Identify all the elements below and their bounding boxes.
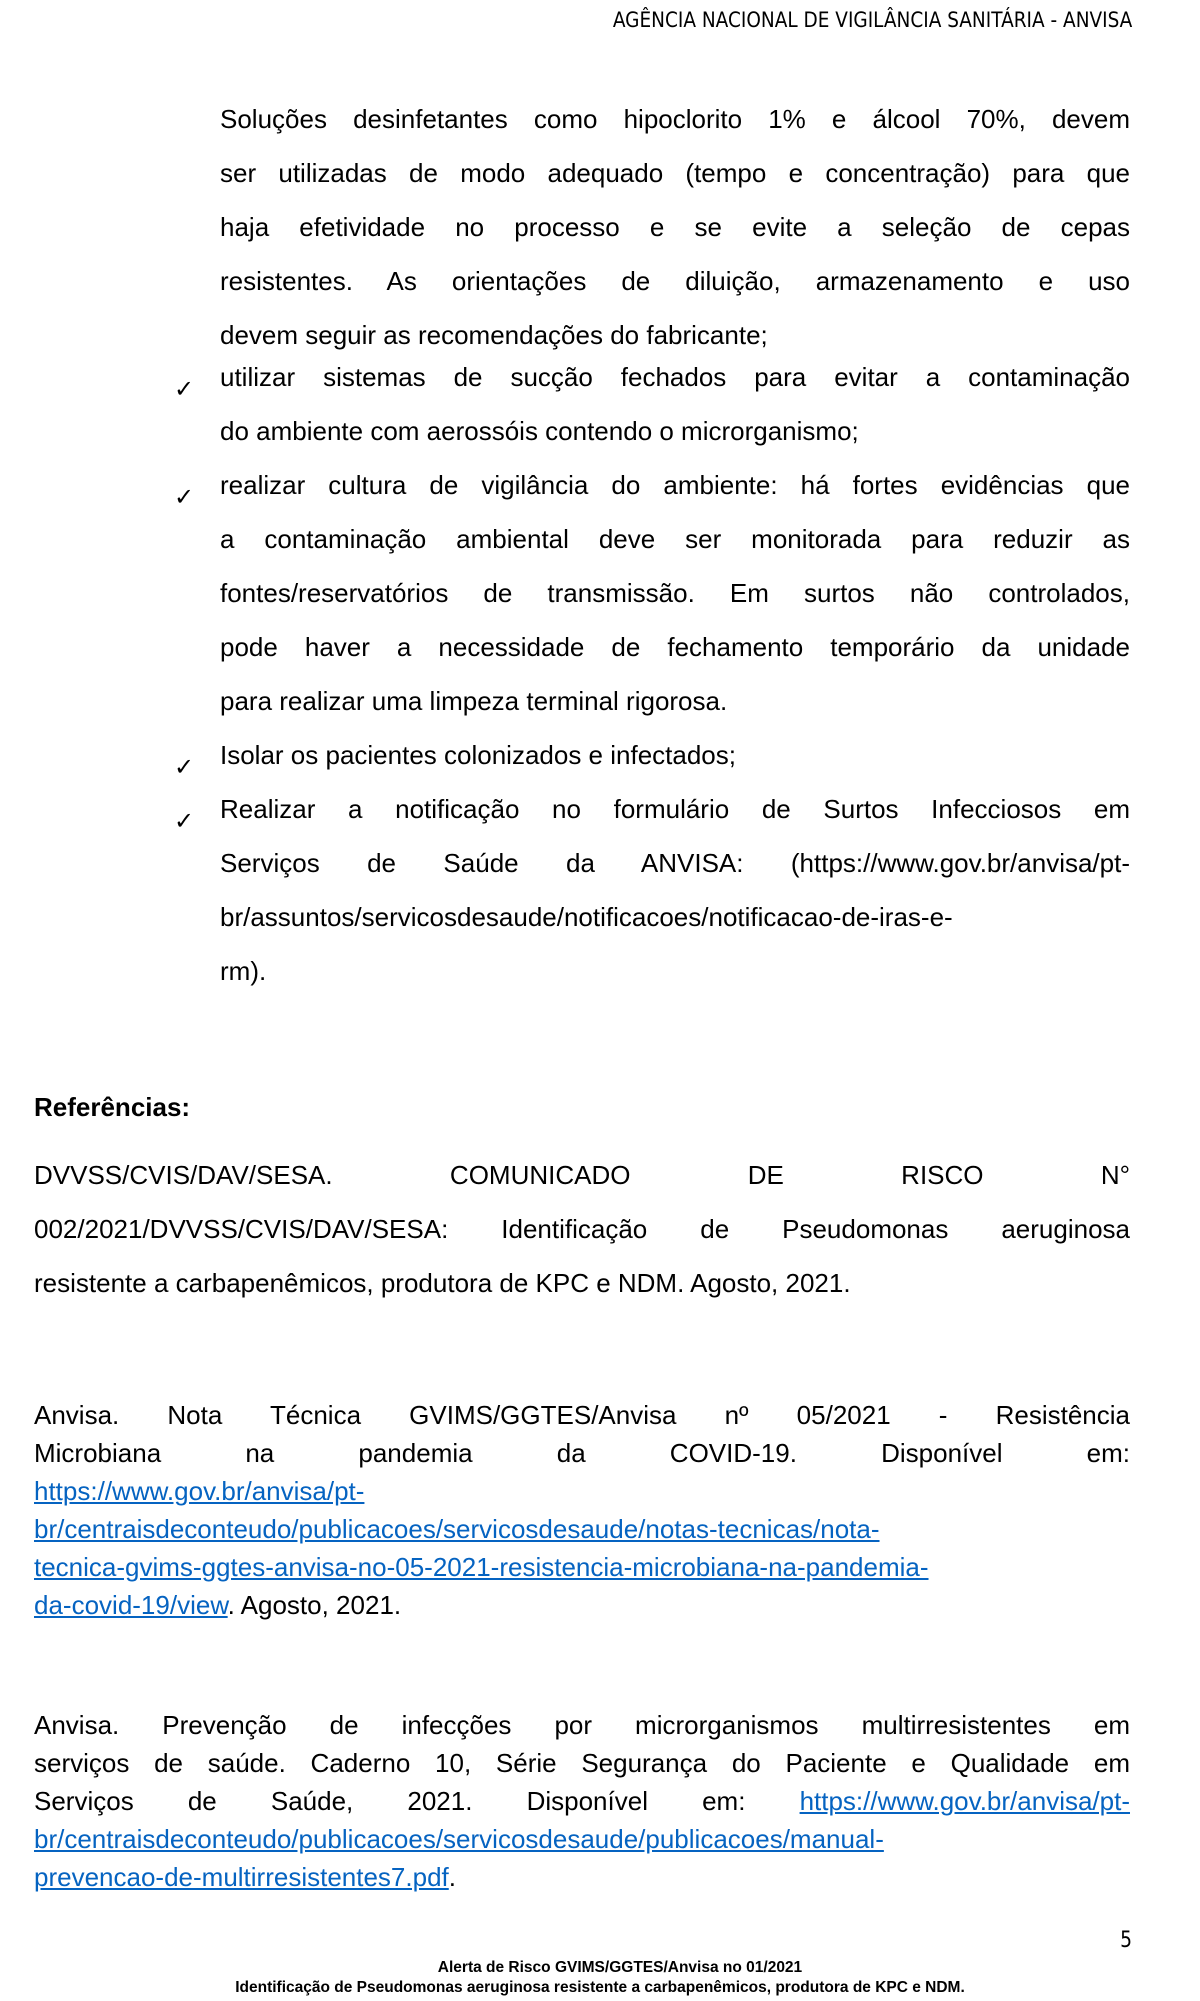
list-item — [170, 470, 1130, 740]
references-heading: Referências: — [34, 1092, 191, 1122]
list-item-line: utilizar sistemas de sucção fechados para evitar a contaminação — [220, 362, 1130, 392]
reference-suffix: . Agosto, 2021. — [227, 1590, 402, 1620]
footer-line: Alerta de Risco GVIMS/GGTES/Anvisa no 01/2021 — [437, 1959, 803, 1976]
reference-item — [34, 1148, 1130, 1310]
reference-line: Microbiana na pandemia da COVID-19. Disponível em: — [34, 1438, 1130, 1468]
recommendation-list — [170, 362, 1130, 1010]
reference-suffix: . — [448, 1862, 456, 1892]
reference-link[interactable]: br/centraisdeconteudo/publicacoes/servicosdesaude/notas-tecnicas/nota- — [34, 1514, 880, 1544]
list-item-line: realizar cultura de vigilância do ambiente: há fortes evidências que — [220, 470, 1130, 500]
reference-link-line — [34, 1472, 1130, 1510]
list-item-line: pode haver a necessidade de fechamento temporário da unidade — [220, 632, 1130, 662]
reference-link-line — [34, 1820, 1130, 1858]
list-item-line: do ambiente com aerossóis contendo o microrganismo; — [220, 416, 859, 446]
list-item-line: Isolar os pacientes colonizados e infectados; — [220, 740, 736, 770]
checkmark-icon: ✓ — [174, 807, 195, 835]
continuation-paragraph — [220, 92, 1130, 362]
reference-link[interactable]: prevencao-de-multirresistentes7.pdf — [34, 1862, 449, 1892]
page-number: 5 — [1120, 1928, 1132, 1953]
reference-link-line — [34, 1586, 1130, 1624]
reference-line: serviços de saúde. Caderno 10, Série Segurança do Paciente e Qualidade em — [34, 1748, 1130, 1778]
reference-line: DVVSS/CVIS/DAV/SESA. COMUNICADO DE RISCO N° — [34, 1160, 1130, 1190]
agency-header: AGÊNCIA NACIONAL DE VIGILÂNCIA SANITÁRIA - ANVISA — [612, 8, 1132, 32]
list-item-line: Realizar a notificação no formulário de Surtos Infecciosos em — [220, 794, 1130, 824]
list-item-line: br/assuntos/servicosdesaude/notificacoes/notificacao-de-iras-e- — [220, 902, 953, 932]
reference-link-line — [34, 1548, 1130, 1586]
list-item — [170, 740, 1130, 794]
reference-item — [34, 1706, 1130, 1896]
paragraph-line: Soluções desinfetantes como hipoclorito 1% e álcool 70%, devem — [220, 104, 1130, 134]
reference-line: Anvisa. Prevenção de infecções por microrganismos multirresistentes em — [34, 1710, 1130, 1740]
checkmark-icon: ✓ — [174, 483, 195, 511]
reference-line: resistente a carbapenêmicos, produtora de KPC e NDM. Agosto, 2021. — [34, 1268, 851, 1298]
reference-line: 002/2021/DVVSS/CVIS/DAV/SESA: Identificação de Pseudomonas aeruginosa — [34, 1214, 1130, 1244]
checkmark-icon: ✓ — [174, 375, 195, 403]
list-item-line: Serviços de Saúde da ANVISA: (https://www.gov.br/anvisa/pt- — [220, 848, 1130, 878]
list-item — [170, 794, 1130, 1010]
paragraph-line: haja efetividade no processo e se evite a seleção de cepas — [220, 212, 1130, 242]
list-item — [170, 362, 1130, 470]
page-footer — [0, 1958, 1200, 1998]
reference-text: Serviços de Saúde, 2021. Disponível em: — [34, 1786, 800, 1816]
reference-link[interactable]: br/centraisdeconteudo/publicacoes/servicosdesaude/publicacoes/manual- — [34, 1824, 884, 1854]
reference-item — [34, 1396, 1130, 1624]
reference-line: Anvisa. Nota Técnica GVIMS/GGTES/Anvisa nº 05/2021 - Resistência — [34, 1400, 1130, 1430]
list-item-line: fontes/reservatórios de transmissão. Em surtos não controlados, — [220, 578, 1130, 608]
reference-link[interactable]: https://www.gov.br/anvisa/pt- — [799, 1786, 1130, 1816]
list-item-line: a contaminação ambiental deve ser monitorada para reduzir as — [220, 524, 1130, 554]
paragraph-line: devem seguir as recomendações do fabricante; — [220, 320, 768, 350]
reference-link-line — [34, 1858, 1130, 1896]
paragraph-line: resistentes. As orientações de diluição, armazenamento e uso — [220, 266, 1130, 296]
reference-link-line — [34, 1510, 1130, 1548]
reference-link[interactable]: da-covid-19/view — [34, 1590, 228, 1620]
reference-line — [34, 1782, 1130, 1820]
list-item-line: para realizar uma limpeza terminal rigorosa. — [220, 686, 728, 716]
paragraph-line: ser utilizadas de modo adequado (tempo e concentração) para que — [220, 158, 1130, 188]
reference-link[interactable]: tecnica-gvims-ggtes-anvisa-no-05-2021-resistencia-microbiana-na-pandemia- — [34, 1552, 929, 1582]
footer-line: Identificação de Pseudomonas aeruginosa resistente a carbapenêmicos, produtora de KPC e NDM. — [235, 1979, 965, 1996]
list-item-line: rm). — [220, 956, 267, 986]
checkmark-icon: ✓ — [174, 753, 195, 781]
reference-link[interactable]: https://www.gov.br/anvisa/pt- — [34, 1476, 365, 1506]
